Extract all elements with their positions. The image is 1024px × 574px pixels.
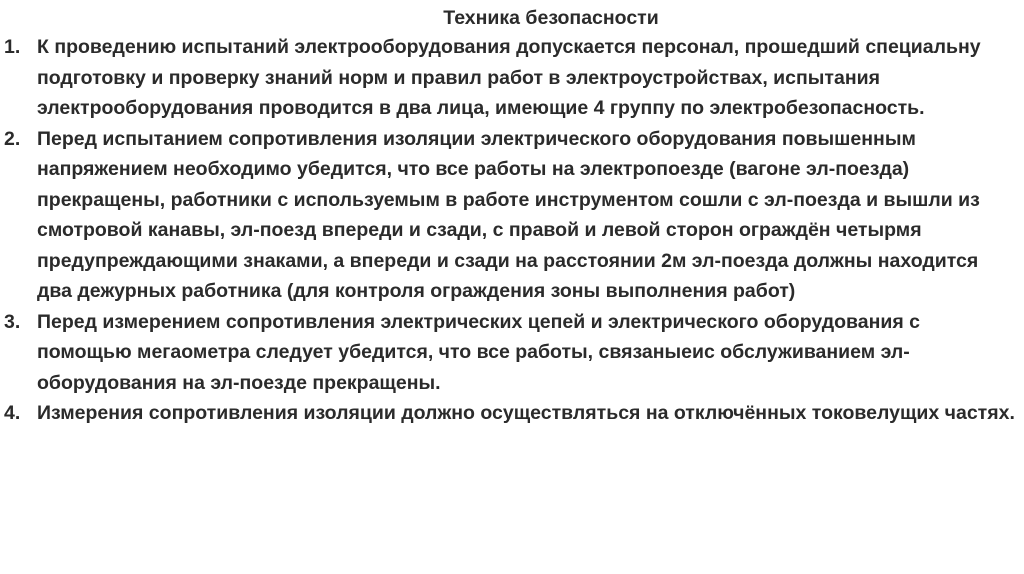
list-item [4,307,1015,399]
list-item-number: 3. [4,310,21,333]
list-item-number: 2. [4,127,21,150]
list-item [4,124,1015,307]
list-item [4,32,1015,124]
list-item-text: Перед измерением сопротивления электрических цепей и электрического оборудования с помощью мегаометра следует убедится, что все работы, связаныеис обслуживанием эл-оборудования на эл-поезде прекращены. [37,310,920,394]
list-item-text: Измерения сопротивления изоляции должно осуществляться на отключённых токовелущих частях. [37,402,1015,424]
slide-title: Техника безопасности [443,7,659,29]
list-item-number: 4. [4,402,21,424]
list-item-text: Перед испытанием сопротивления изоляции электрического оборудования повышенным напряжением необходимо убедится, что все работы на электропоезде (вагоне эл-поезда) прекращены, работники с используемым в работе инструментом сошли с эл-поезда и вышли из смотровой канавы, эл-поезд впереди и сзади, с правой и левой сторон ограждён четырмя предупреждающими знаками, а впереди и сзади на расстоянии 2м эл-поезда должны находится два дежурных работника (для контроля ограждения зоны выполнения работ) [37,127,980,302]
list-item-number: 1. [4,36,21,58]
list-item-text: К проведению испытаний электрооборудования допускается персонал, прошедший специальну подготовку и проверку знаний норм и правил работ в электроустройствах, испытания электрооборудования проводится в два лица, имеющие 4 группу по электробезопасность. [37,36,981,119]
rules-list [0,32,1024,429]
list-item [4,398,1015,429]
